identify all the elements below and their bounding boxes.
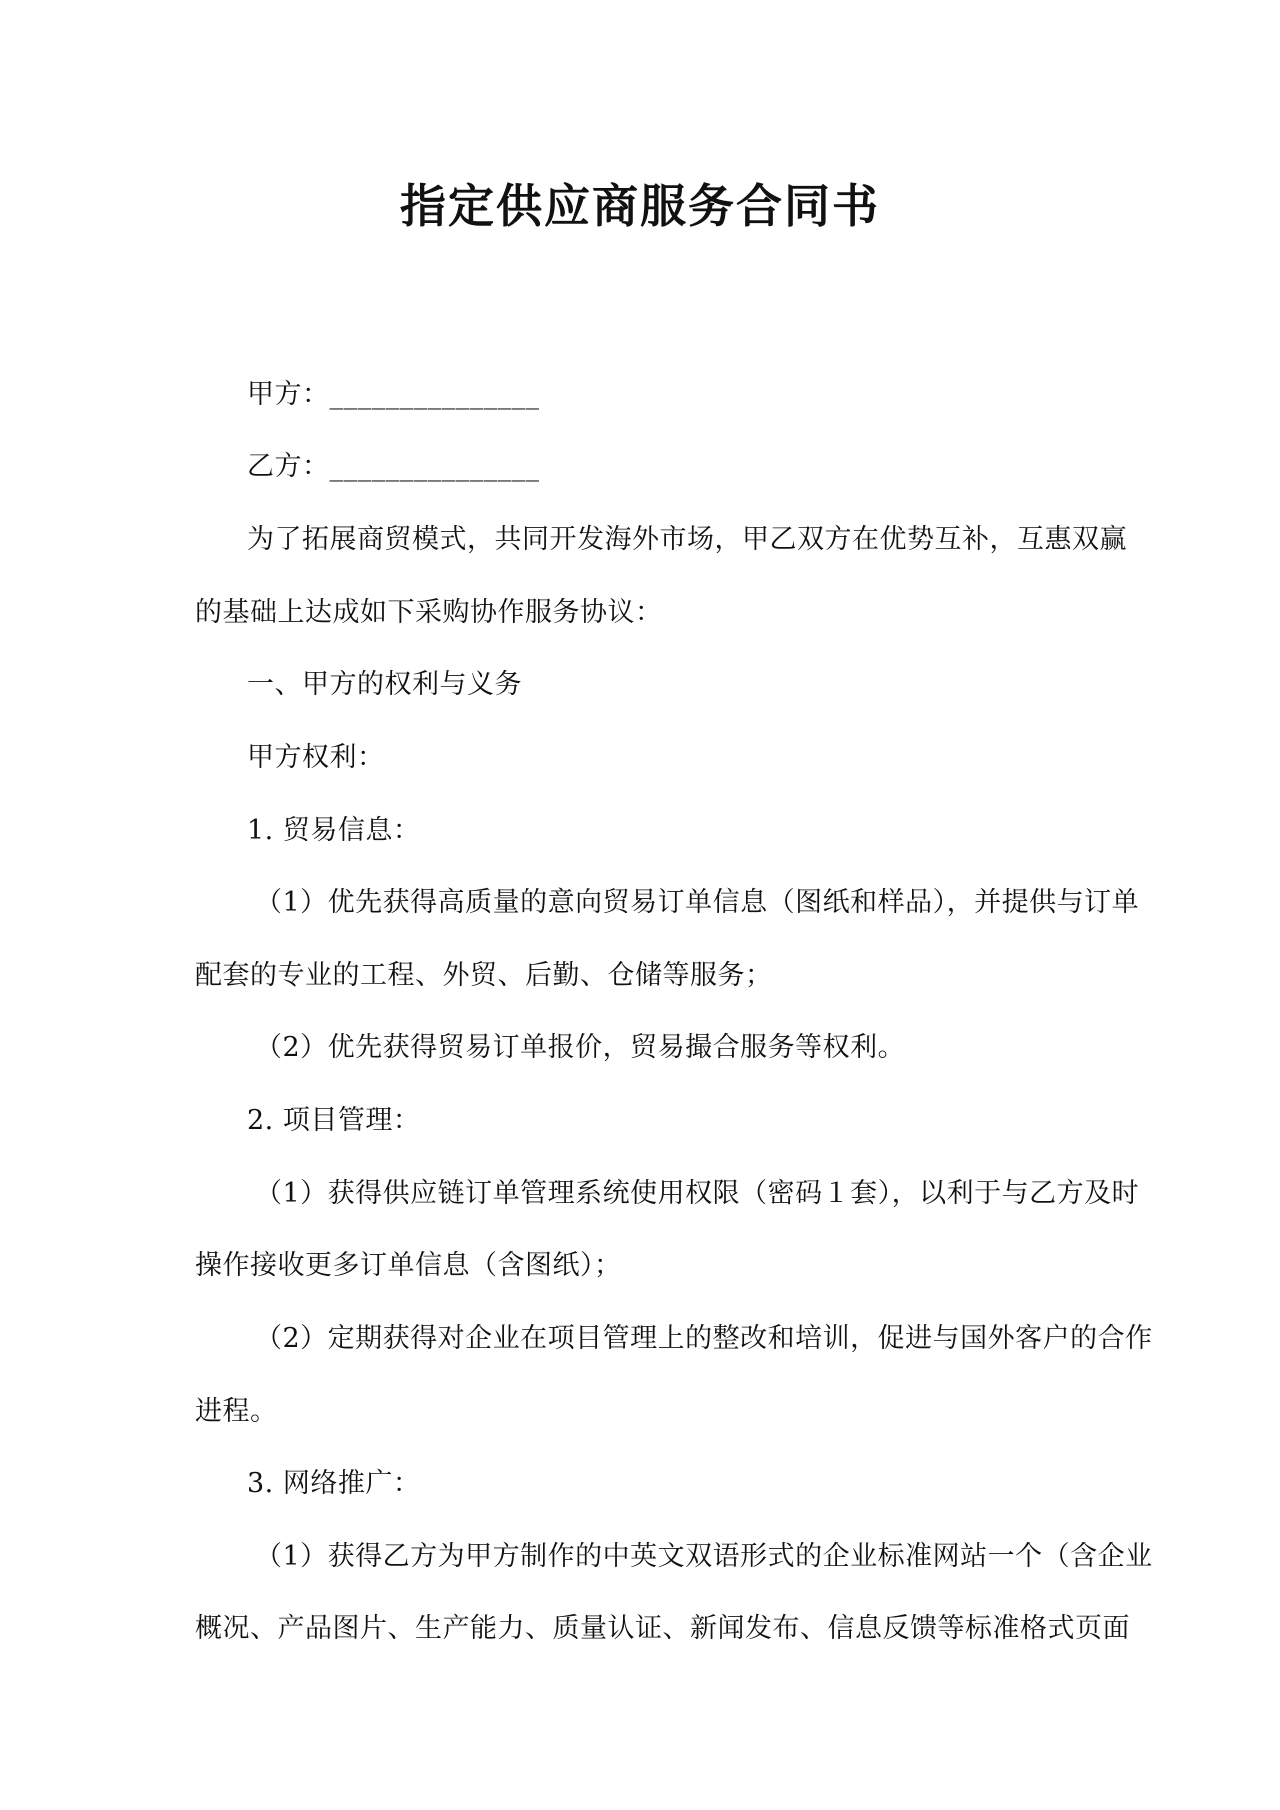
preamble-line-2: 的基础上达成如下采购协作服务协议： — [195, 597, 663, 628]
clause-line: 操作接收更多订单信息（含图纸）； — [195, 1250, 622, 1281]
preamble-line-1: 为了拓展商贸模式，共同开发海外市场，甲乙双方在优势互补，互惠双赢 — [247, 524, 1127, 555]
item-heading-trade-info: 1. 贸易信息： — [247, 815, 421, 846]
clause-line: （2）优先获得贸易订单报价，贸易撮合服务等权利。 — [255, 1032, 906, 1063]
party-a-line: 甲方：_______________ — [247, 379, 540, 410]
section-heading: 一、甲方的权利与义务 — [247, 669, 522, 700]
item-heading-project-management: 2. 项目管理： — [247, 1105, 421, 1136]
clause-line: 概况、产品图片、生产能力、质量认证、新闻发布、信息反馈等标准格式页面 — [195, 1613, 1130, 1644]
document-title: 指定供应商服务合同书 — [400, 179, 880, 233]
clause-line: 配套的专业的工程、外贸、后勤、仓储等服务； — [195, 960, 773, 991]
party-b-line: 乙方：_______________ — [247, 451, 540, 482]
clause-line: （1）获得乙方为甲方制作的中英文双语形式的企业标准网站一个（含企业 — [255, 1541, 1153, 1572]
clause-line: （2）定期获得对企业在项目管理上的整改和培训，促进与国外客户的合作 — [255, 1323, 1153, 1354]
item-heading-online-promotion: 3. 网络推广： — [247, 1468, 421, 1499]
party-a-rights-heading: 甲方权利： — [247, 742, 385, 773]
clause-line: （1）优先获得高质量的意向贸易订单信息（图纸和样品），并提供与订单 — [255, 887, 1140, 918]
clause-line: 进程。 — [195, 1396, 278, 1427]
clause-line: （1）获得供应链订单管理系统使用权限（密码１套），以利于与乙方及时 — [255, 1178, 1140, 1209]
